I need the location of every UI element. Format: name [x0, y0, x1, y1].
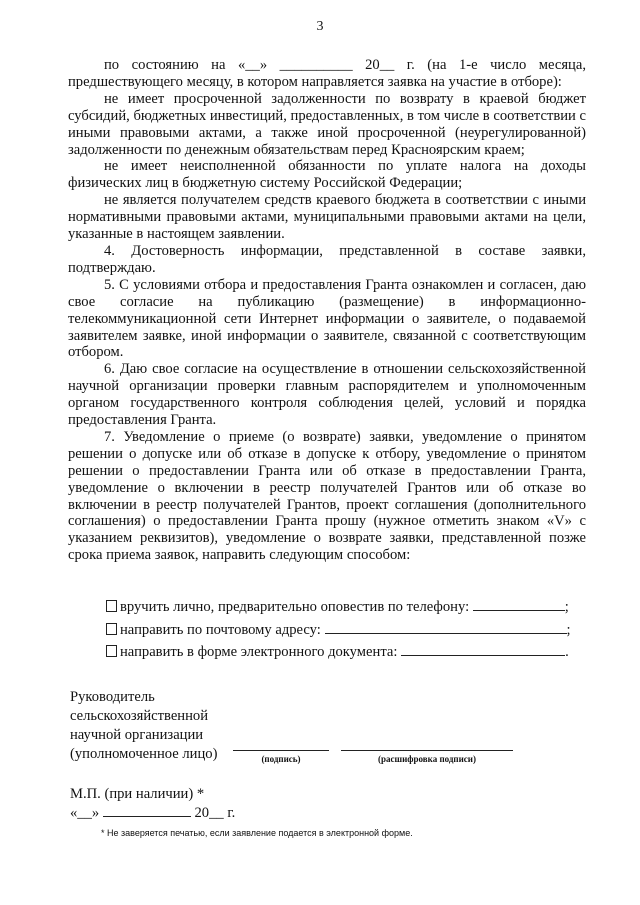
paragraph-no-debt: не имеет просроченной задолженности по возврату в краевой бюджет субсидий, бюджетных инвестиций, предоставленных, в том числе в соответствии с иными правовыми актами, а также иной просроченной (неурегулированной) задолженности по денежным обязательствам перед Красноярским краем;: [68, 90, 586, 158]
option-post-end: ;: [566, 622, 571, 638]
postal-address-field[interactable]: [325, 621, 567, 634]
page-number: 3: [316, 19, 324, 34]
signature-decoding-field[interactable]: [341, 750, 513, 751]
stamp-date: [70, 804, 235, 822]
date-month-field[interactable]: [103, 804, 191, 817]
phone-field[interactable]: [473, 598, 565, 611]
signature-role-line2: сельскохозяйственной: [70, 708, 209, 724]
paragraph-4-accuracy: 4. Достоверность информации, представленной в составе заявки, подтверждаю.: [68, 242, 586, 276]
option-in-person-label: вручить лично, предварительно оповестив по телефону:: [120, 599, 470, 615]
paragraph-7-notifications: 7. Уведомление о приеме (о возврате) заявки, уведомление о принятом решении о допуске или об отказе в допуске к отбору, уведомление о принятом решении о предоставлении Гранта или об отказе в предоставлении Гранта, уведомление о включении в реестр получателей Грантов или об отказе во включении в реестр получателей Грантов, проект соглашения (дополнительного соглашения) о предоставлении Гранта прошу (нужное отметить знаком «V» с указанием реквизитов), уведомление о возврате заявки, представленной позже срока приема заявок, направить следующим способом:: [68, 428, 586, 564]
electronic-document-field[interactable]: [401, 643, 565, 656]
option-in-person[interactable]: [106, 598, 569, 616]
signature-role-line3: научной организации: [70, 727, 204, 743]
document-body: [68, 57, 586, 564]
option-electronic-end: .: [565, 644, 569, 660]
signature-decoding-caption: (расшифровка подписи): [378, 754, 476, 764]
signature-role-line4: (уполномоченное лицо): [70, 746, 218, 762]
paragraph-date-condition: по состоянию на «__» __________ 20__ г. (на 1-е число месяца, предшествующего месяцу, в котором направляется заявка на участие в отборе):: [68, 57, 586, 90]
option-post[interactable]: [106, 621, 571, 639]
checkbox-electronic[interactable]: [106, 645, 117, 657]
signature-field[interactable]: [233, 750, 329, 751]
option-electronic[interactable]: [106, 643, 569, 661]
checkbox-in-person[interactable]: [106, 600, 117, 612]
signature-block: [70, 688, 217, 764]
paragraph-no-tax-obligation: не имеет неисполненной обязанности по уплате налога на доходы физических лиц в бюджетную систему Российской Федерации;: [68, 158, 586, 192]
signature-caption: (подпись): [261, 754, 301, 764]
paragraph-6-consent-audit: 6. Даю свое согласие на осуществление в отношении сельскохозяйственной научной организации проверки главным распорядителем и уполномоченным органом государственного контроля соблюдения целей, условий и порядка предоставления Гранта.: [68, 361, 586, 429]
date-year: 20__ г.: [194, 805, 236, 821]
footnote: * Не заверяется печатью, если заявление подается в электронной форме.: [101, 828, 413, 838]
checkbox-post[interactable]: [106, 623, 117, 635]
paragraph-not-recipient: не является получателем средств краевого бюджета в соответствии с иными нормативными правовыми актами, муниципальными правовыми актами на цели, указанные в настоящем заявлении.: [68, 192, 586, 243]
option-post-label: направить по почтовому адресу:: [120, 622, 321, 638]
option-electronic-label: направить в форме электронного документа:: [120, 644, 398, 660]
option-in-person-end: ;: [564, 599, 569, 615]
stamp-label: М.П. (при наличии) *: [70, 786, 205, 802]
date-day: «__»: [70, 805, 100, 821]
paragraph-5-consent-publication: 5. С условиями отбора и предоставления Гранта ознакомлен и согласен, даю свое согласие на публикацию (размещение) в информационно-телекоммуникационной сети Интернет информации о заявителе, о подаваемой заявителем заявке, иной информации о заявителе, связанной с соответствующим отбором.: [68, 276, 586, 361]
signature-role-line1: Руководитель: [70, 689, 155, 705]
